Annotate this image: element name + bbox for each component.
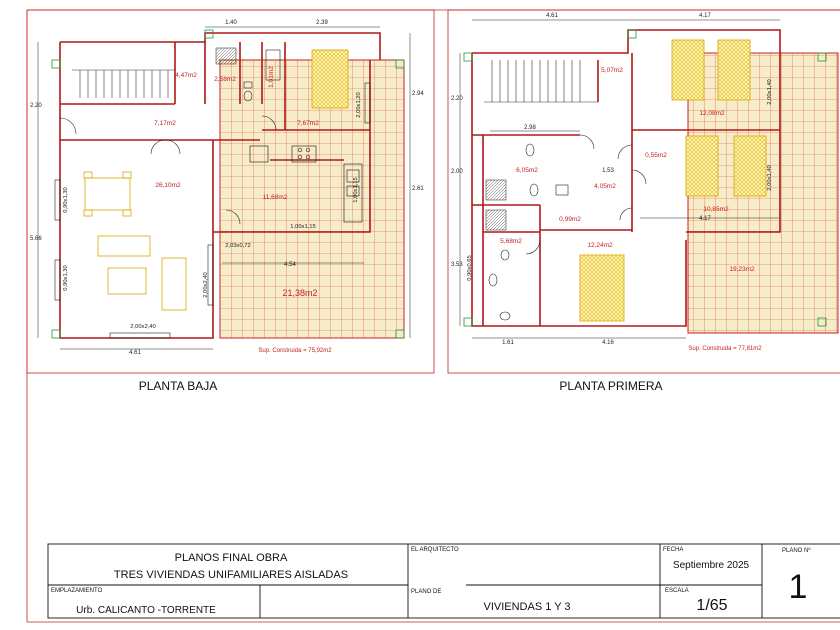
- stairs: [72, 70, 175, 98]
- dim-bottom: 4.61: [129, 350, 141, 356]
- bed-1a: [672, 40, 704, 100]
- area-hall: 7,17m2: [154, 120, 176, 127]
- sup-construida-primera: Sup. Construida = 77,81m2: [688, 346, 762, 352]
- dim-left-2: 5.66: [30, 236, 42, 242]
- area-stair: 4,47m2: [175, 72, 197, 79]
- architect-label: EL ARQUITECTO: [411, 547, 459, 553]
- bed: [312, 50, 348, 108]
- dim-left-3-1: 3.53: [451, 262, 463, 268]
- area-kitchen: 11,68m2: [262, 194, 288, 201]
- dim-left-2-1: 2.00: [451, 169, 463, 175]
- shower-2: [486, 210, 506, 230]
- dim-bottom-1: 1.61: [502, 340, 514, 346]
- dim-inner-3: 4.17: [699, 216, 711, 222]
- bed-2b: [734, 136, 766, 196]
- opening-4: 2,00x2,40: [203, 272, 209, 298]
- scale-value: 1/65: [696, 597, 728, 614]
- scale-label: ESCALA: [665, 588, 689, 594]
- dim-inner: 4.54: [284, 262, 296, 268]
- area-bath: 2,58m2: [214, 76, 236, 83]
- dim-top-1-1: 4.61: [546, 13, 558, 19]
- opening-6: 2,03x0,72: [225, 243, 251, 249]
- opening-2-1: 2,00x1,40: [767, 165, 773, 191]
- area-bed1: 12,08m2: [699, 110, 725, 117]
- area-hall-1: 4,05m2: [594, 183, 616, 190]
- plan-number-label: PLANO Nº: [782, 548, 811, 554]
- area-bath2: 5,68m2: [500, 238, 522, 245]
- dim-bottom-2: 4.16: [602, 340, 614, 346]
- opening-3-1: 0,90x0,65: [467, 255, 473, 281]
- area-bath1: 6,05m2: [516, 167, 538, 174]
- date-value: Septiembre 2025: [672, 560, 750, 571]
- location-value: Urb. CALICANTO -TORRENTE: [76, 605, 216, 616]
- planta-primera: [451, 13, 838, 393]
- bed-1b: [718, 40, 750, 100]
- area-stair-1: 5,07m2: [601, 67, 623, 74]
- bed-2a: [686, 136, 718, 196]
- plan-title-primera: PLANTA PRIMERA: [559, 379, 663, 393]
- dim-top-2-1: 4.17: [699, 13, 711, 19]
- dim-left-1: 2.20: [30, 103, 42, 109]
- plan-of-label: PLANO DE: [411, 589, 442, 595]
- dim-top-2: 2.39: [316, 20, 328, 26]
- area-wc: 0,99m2: [559, 216, 581, 223]
- dim-right-2: 2.61: [412, 186, 424, 192]
- area-living: 26,10m2: [155, 182, 181, 189]
- area-bed2: 10,85m2: [703, 206, 729, 213]
- dim-right-1: 2.94: [412, 91, 424, 97]
- plan-of-value: VIVIENDAS 1 Y 3: [483, 601, 571, 613]
- dim-inner-2: 1.53: [602, 168, 614, 174]
- opening-3: 2,00x2,40: [130, 324, 156, 330]
- date-label: FECHA: [663, 547, 684, 553]
- sup-construida-baja: Sup. Construida = 75,92m2: [258, 348, 332, 354]
- stairs-1: [484, 60, 598, 102]
- opening-5: 1,00x1,15: [290, 224, 316, 230]
- location-label: EMPLAZAMIENTO: [51, 588, 103, 594]
- area-bedroom: 7,67m2: [297, 120, 319, 127]
- plan-number: 1: [788, 568, 808, 606]
- opening-2: 0,90x1,30: [63, 265, 69, 291]
- area-terrace-1: 19,23m2: [729, 266, 755, 273]
- plan-title-baja: PLANTA BAJA: [138, 379, 218, 393]
- doors-1: [526, 135, 646, 254]
- opening-1-1: 2,00x1,40: [767, 79, 773, 105]
- dim-inner-1: 2.98: [524, 125, 536, 131]
- shower-1: [486, 180, 506, 200]
- shower: [216, 48, 236, 64]
- dim-top-1: 1.40: [225, 20, 237, 26]
- bed-3: [580, 255, 624, 321]
- area-terrace: 21,38m2: [282, 288, 318, 298]
- opening-7: 2,00x1,20: [356, 92, 362, 118]
- title-project-1: PLANOS FINAL OBRA: [174, 552, 288, 564]
- planta-baja: [30, 20, 424, 393]
- opening-1: 0,90x1,30: [63, 187, 69, 213]
- living-furniture: [84, 172, 186, 310]
- area-bed3: 12,24m2: [587, 242, 613, 249]
- area-closet-1: 0,55m2: [645, 152, 667, 159]
- opening-8: 1,00x1,15: [353, 177, 359, 203]
- dim-left-1-1: 2.20: [451, 96, 463, 102]
- title-project-2: TRES VIVIENDAS UNIFAMILIARES AISLADAS: [113, 569, 349, 581]
- area-closet: 1,01m2: [268, 66, 275, 88]
